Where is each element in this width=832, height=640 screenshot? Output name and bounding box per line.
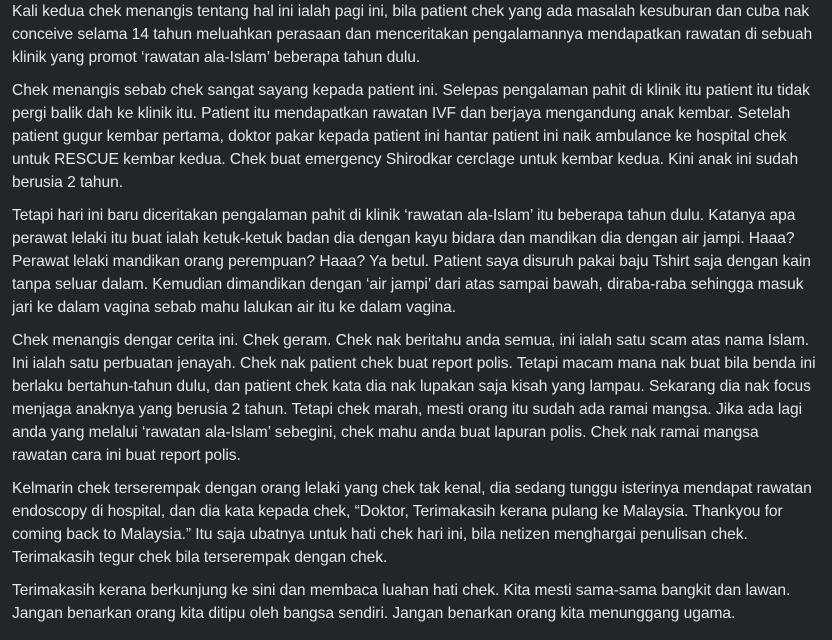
- post-paragraph-5: Kelmarin chek terserempak dengan orang lelaki yang chek tak kenal, dia sedang tunggu isterinya mendapat rawatan endoscopy di hospital, dan dia kata kepada chek, “Doktor, Terimakasih kerana pulang ke Malaysia. Thankyou for coming back to Malaysia.” Itu saja ubatnya untuk hati chek hari ini, bila netizen menghargai penulisan chek. Terimakasih tegur chek bila terserempak dengan chek.: [12, 480, 812, 566]
- post-paragraph-3: Tetapi hari ini baru diceritakan pengalaman pahit di klinik ‘rawatan ala-Islam’ itu beberapa tahun dulu. Katanya apa perawat lelaki itu buat ialah ketuk-ketuk badan dia dengan kayu bidara dan mandikan dia dengan air jampi. Haaa? Perawat lelaki mandikan orang perempuan? Haaa? Ya betul. Patient saya disuruh pakai baju Tshirt saja dengan kain tanpa seluar dalam. Kemudian dimandikan dengan ‘air jampi’ dari atas sampai bawah, diraba-raba sehingga masuk jari ke dalam vagina sebab mahu lalukan air itu ke dalam vagina.: [12, 207, 811, 316]
- post-paragraph-2: Chek menangis sebab chek sangat sayang kepada patient ini. Selepas pengalaman pahit di klinik itu patient itu tidak pergi balik dah ke klinik itu. Patient itu mendapatkan rawatan IVF dan berjaya mengandung anak kembar. Setelah patient gugur kembar pertama, doktor pakar kepada patient ini hantar patient ini naik ambulance ke hospital chek untuk RESCUE kembar kedua. Chek buat emergency Shirodkar cerclage untuk kembar kedua. Kini anak ini sudah berusia 2 tahun.: [12, 82, 810, 191]
- post-paragraph-6: Terimakasih kerana berkunjung ke sini dan membaca luahan hati chek. Kita mesti sama-sama bangkit dan lawan. Jangan benarkan orang kita ditipu oleh bangsa sendiri. Jangan benarkan orang kita menunggang ugama.: [12, 582, 791, 622]
- post-paragraph-1: Kali kedua chek menangis tentang hal ini ialah pagi ini, bila patient chek yang ada masalah kesuburan dan cuba nak conceive selama 14 tahun meluahkan perasaan dan menceritakan pengalamannya mendapatkan rawatan di sebuah klinik yang promot ‘rawatan ala-Islam’ beberapa tahun dulu.: [12, 3, 813, 66]
- post-paragraph-4: Chek menangis dengar cerita ini. Chek geram. Chek nak beritahu anda semua, ini ialah satu scam atas nama Islam. Ini ialah satu perbuatan jenayah. Chek nak patient chek buat report polis. Tetapi macam mana nak buat bila benda ini berlaku bertahun-tahun dulu, dan patient chek kata dia nak lupakan saja kisah yang lampau. Sekarang dia nak focus menjaga anaknya yang berusia 2 tahun. Tetapi chek marah, mesti orang itu sudah ada ramai mangsa. Jika ada lagi anda yang melalui ‘rawatan ala-Islam’ sebegini, chek mahu anda buat lapuran polis. Chek nak ramai mangsa rawatan cara ini buat report polis.: [12, 332, 816, 464]
